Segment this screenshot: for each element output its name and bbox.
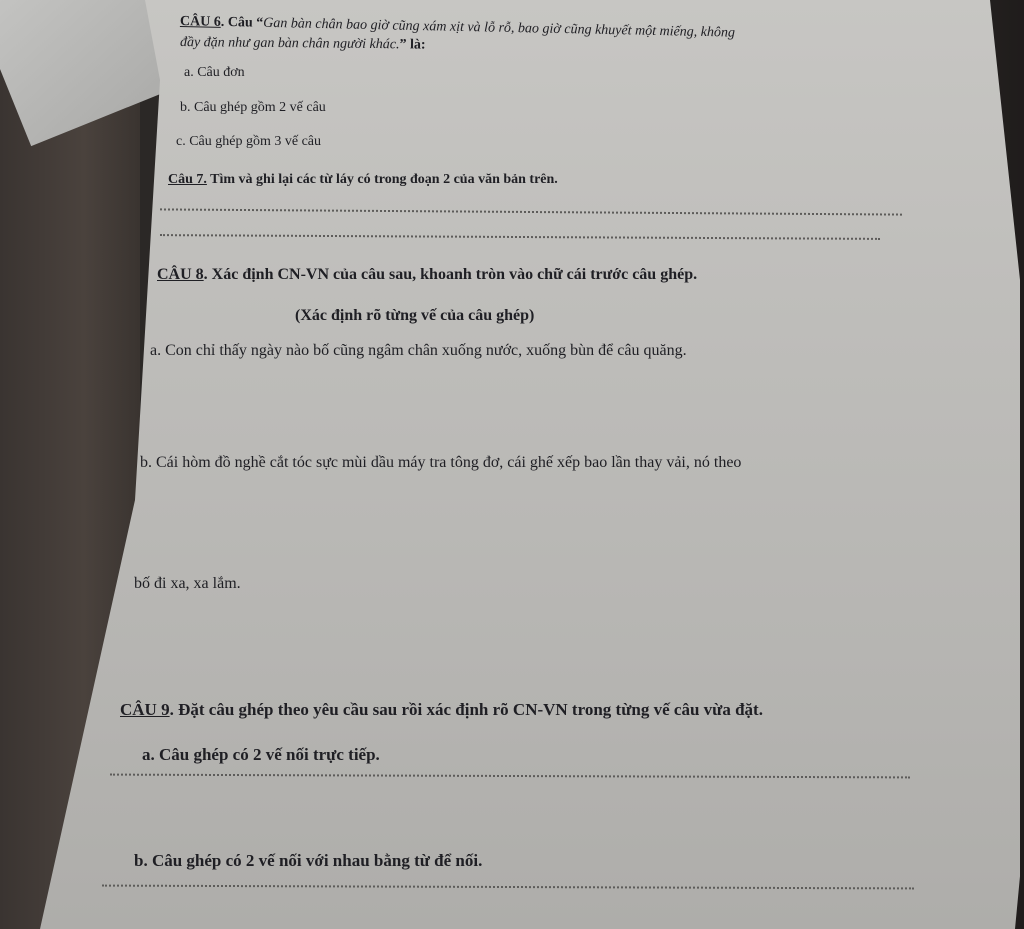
q6-line-1: CÂU 6. Câu “Gan bàn chân bao giờ cũng xám xịt và lỗ rỗ, bao giờ cũng khuyết một miếng, không	[179, 14, 736, 41]
q9-item-a: a. Câu ghép có 2 vế nối trực tiếp.	[142, 745, 380, 764]
q8-item-b-line-1: b. Cái hòm đồ nghề cắt tóc sực mùi dầu máy tra tông đơ, cái ghế xếp bao lần thay vải, nó theo	[140, 454, 742, 471]
q9-label: CÂU 9	[120, 700, 170, 719]
q9-item-b: b. Câu ghép có 2 vế nối với nhau bằng từ để nối.	[134, 851, 483, 870]
q8-item-b-line-2: bố đi xa, xa lắm.	[134, 575, 241, 592]
q6-option-a: a. Câu đơn	[184, 65, 245, 80]
q8-label: CÂU 8	[157, 266, 204, 283]
q7-line: Câu 7. Tìm và ghi lại các từ láy có trong đoạn 2 của văn bản trên.	[168, 172, 558, 187]
q8-line: CÂU 8. Xác định CN-VN của câu sau, khoanh tròn vào chữ cái trước câu ghép.	[157, 266, 698, 283]
q9-line: CÂU 9. Đặt câu ghép theo yêu cầu sau rồi xác định rõ CN-VN trong từng vế câu vừa đặt.	[120, 700, 763, 719]
q6-option-c: c. Câu ghép gồm 3 vế câu	[176, 134, 322, 149]
q6-label: CÂU 6	[179, 14, 222, 30]
q6-option-b: b. Câu ghép gồm 2 vế câu	[180, 100, 326, 115]
q8-item-a: a. Con chỉ thấy ngày nào bố cũng ngâm chân xuống nước, xuống bùn để câu quăng.	[150, 342, 687, 359]
q8-note: (Xác định rõ từng vế của câu ghép)	[295, 307, 535, 324]
q7-label: Câu 7.	[168, 172, 207, 187]
q6-quote: Gan bàn chân bao giờ cũng xám xịt và lỗ rỗ, bao giờ cũng khuyết một miếng, không	[263, 15, 736, 41]
q6-line-2: đầy đặn như gan bàn chân người khác.” là:	[179, 35, 426, 53]
